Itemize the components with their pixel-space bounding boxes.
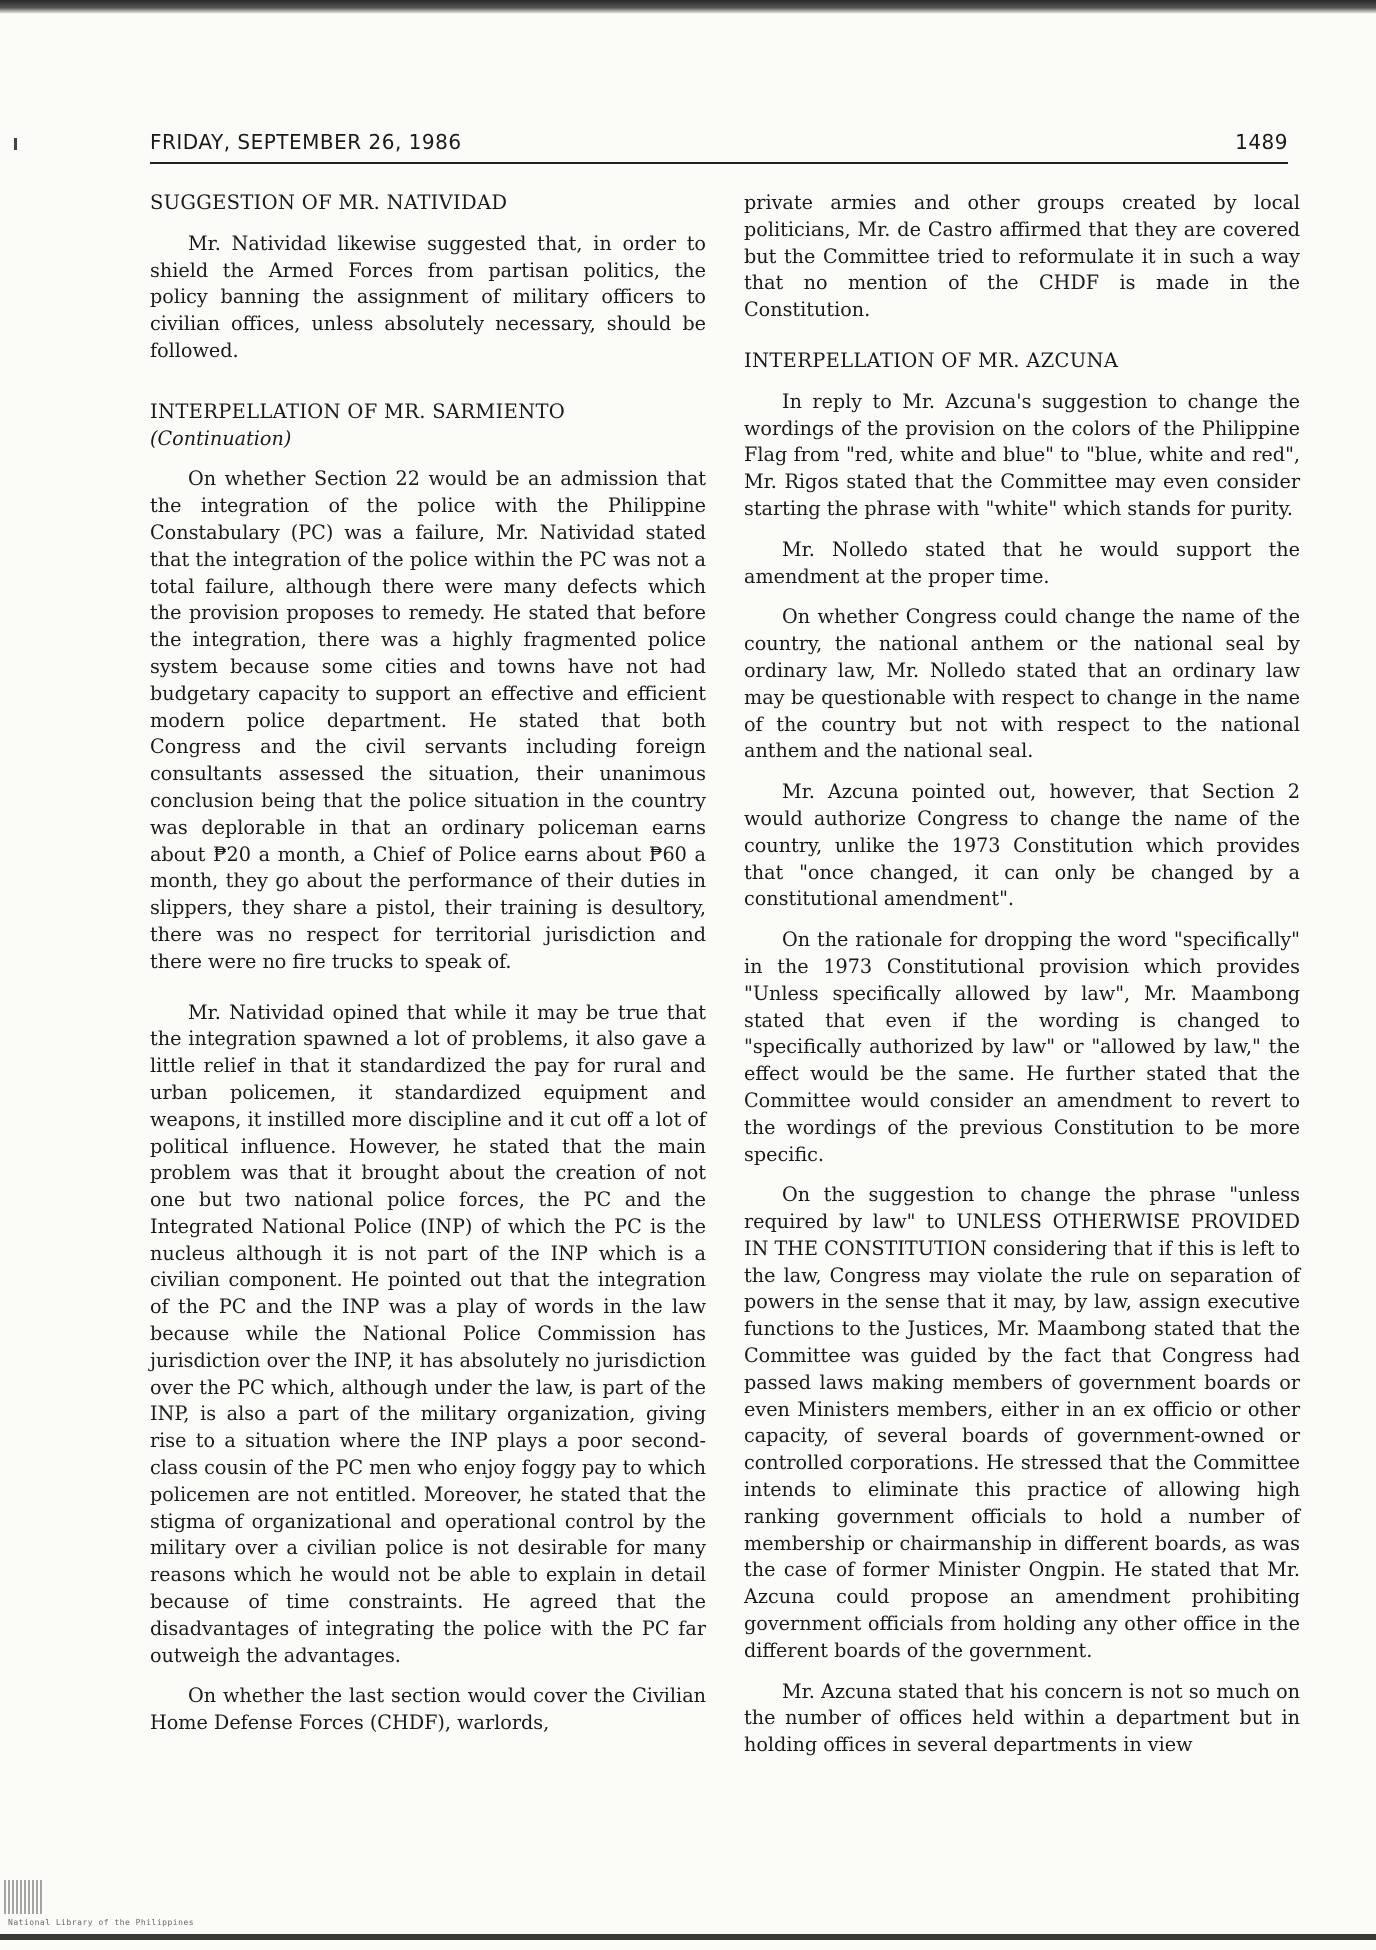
- paragraph-section-2: Mr. Azcuna pointed out, however, that Section 2 would authorize Congress to change the name of the country, unlike the 1973 Constitution which provides that "once changed, it can only be changed by a constitutional amendment".: [744, 780, 1300, 911]
- paragraph-flag-colors: In reply to Mr. Azcuna's suggestion to change the wordings of the provision on the colors of the Philippine Flag from "red, white and blue" to "blue, white and red", Mr. Rigos stated that the Committee may even consider starting the phrase with "white" which stands for purity.: [744, 389, 1300, 520]
- section-heading-azcuna: INTERPELLATION OF MR. AZCUNA: [744, 348, 1119, 372]
- library-stamp-icon: [4, 1880, 44, 1914]
- page-number: 1489: [1235, 130, 1288, 154]
- header-date: FRIDAY, SEPTEMBER 26, 1986: [150, 130, 462, 154]
- paragraph-specifically: On the rationale for dropping the word "specifically" in the 1973 Constitutional provision which provides "Unless specifically allowed by law", Mr. Maambong stated that even if the wording is changed to "specifically authorized by law" or "allowed by law," the effect would be the same. He further stated that the Committee would consider an amendment to revert to the wordings of the previous Constitution to be more specific.: [744, 928, 1300, 1166]
- section-heading-sarmiento: INTERPELLATION OF MR. SARMIENTO: [150, 399, 566, 423]
- spacer: [150, 217, 706, 231]
- header-rule: [150, 162, 1288, 164]
- paragraph-azcuna-concern: Mr. Azcuna stated that his concern is not so much on the number of offices held within a department but in holding offices in several departments in view: [744, 1679, 1300, 1757]
- spacer: [744, 1665, 1300, 1679]
- paragraph-nolledo-support: Mr. Nolledo stated that he would support the amendment at the proper time.: [744, 537, 1300, 588]
- paragraph-integration: Mr. Natividad opined that while it may be true that the integration spawned a lot of problems, it also gave a little relief in that it standardized the pay for rural and urban policemen, it standardized equipment and weapons, it instilled more discipline and it cut off a lot of political influence. However, he stated that the main problem was that it brought about the creation of not one but two national police forces, the PC and the Integrated National Police (INP) of which the PC is the nucleus although it is not part of the INP which is a civilian component. He pointed out that the integration of the PC and the INP was a play of words in the law because while the National Police Commission has jurisdiction over the INP, it has absolutely no jurisdiction over the PC which, although under the law, is part of the INP, is also a part of the military organization, giving rise to a situation where the INP plays a poor second-class cousin of the PC men who enjoy foggy pay to which policemen are not entitled. Moreover, he stated that the stigma of organizational and operational control by the military over a civilian police is not desirable for many reasons which he would not be able to explain in detail because of time constraints. He agreed that the disadvantages of integrating the police with the PC far outweigh the advantages.: [150, 1000, 706, 1667]
- spacer: [744, 1168, 1300, 1182]
- section-subheading: (Continuation): [150, 426, 292, 450]
- spacer: [744, 590, 1300, 604]
- page-header: [150, 130, 1288, 154]
- spacer: [150, 1669, 706, 1683]
- spacer: [744, 324, 1300, 348]
- paragraph-continuation: private armies and other groups created by local politicians, Mr. de Castro affirmed that they are covered but the Committee tried to reformulate it in such a way that no mention of the CHDF is made in the Constitution.: [744, 191, 1300, 322]
- section-heading-natividad: SUGGESTION OF MR. NATIVIDAD: [150, 191, 508, 214]
- paragraph-natividad-suggestion: Mr. Natividad likewise suggested that, in order to shield the Armed Forces from partisan politics, the policy banning the assignment of military officers to civilian offices, unless absolutely necessary, should be followed.: [150, 231, 706, 362]
- right-column: [744, 190, 1300, 1759]
- spacer: [744, 375, 1300, 389]
- paragraph-name-change: On whether Congress could change the name of the country, the national anthem or the national seal by ordinary law, Mr. Nolledo stated that an ordinary law may be questionable with respect to change in the name of the country but not with respect to the national anthem and the national seal.: [744, 605, 1300, 763]
- margin-mark: [14, 138, 17, 150]
- scan-edge-bottom: [0, 1934, 1376, 1940]
- spacer: [744, 765, 1300, 779]
- paragraph-section-22: On whether Section 22 would be an admission that the integration of the police with the Philippine Constabulary (PC) was a failure, Mr. Natividad stated that the integration of the police within the PC was not a total failure, although there were many defects which the provision proposes to remedy. He stated that before the integration, there was a highly fragmented police system because some cities and towns have not had budgetary capacity to support an effective and efficient modern police department. He stated that both Congress and the civil servants including foreign consultants assessed the situation, their unanimous conclusion being that the police situation in the country was deplorable in that an ordinary policeman earns about ₱20 a month, a Chief of Police earns about ₱60 a month, they go about the performance of their duties in slippers, they share a pistol, their training is desultory, there was no respect for territorial jurisdiction and there were no fire trucks to speak of.: [150, 467, 706, 973]
- scan-edge-top: [0, 0, 1376, 14]
- library-stamp-text: National Library of the Philippines: [8, 1918, 195, 1927]
- spacer: [150, 365, 706, 399]
- left-column: [150, 190, 706, 1737]
- spacer: [150, 452, 706, 466]
- spacer: [150, 976, 706, 1000]
- spacer: [744, 523, 1300, 537]
- paragraph-chdf: On whether the last section would cover the Civilian Home Defense Forces (CHDF), warlords,: [150, 1684, 706, 1735]
- spacer: [744, 913, 1300, 927]
- paragraph-unless-required: On the suggestion to change the phrase "unless required by law" to UNLESS OTHERWISE PROVIDED IN THE CONSTITUTION considering that if this is left to the law, Congress may violate the rule on separation of powers in the sense that it may, by law, assign executive functions to the Justices, Mr. Maambong stated that the Committee was guided by the fact that Congress had passed laws making members of government boards or even Ministers members, either in an ex officio or other capacity, of several boards of government-owned or controlled corporations. He stressed that the Committee intends to eliminate this practice of allowing high ranking government officials to hold a number of membership or chairmanship in different boards, as was the case of former Minister Ongpin. He stated that Mr. Azcuna could propose an amendment prohibiting government officials from holding any other office in the different boards of the government.: [744, 1183, 1300, 1662]
